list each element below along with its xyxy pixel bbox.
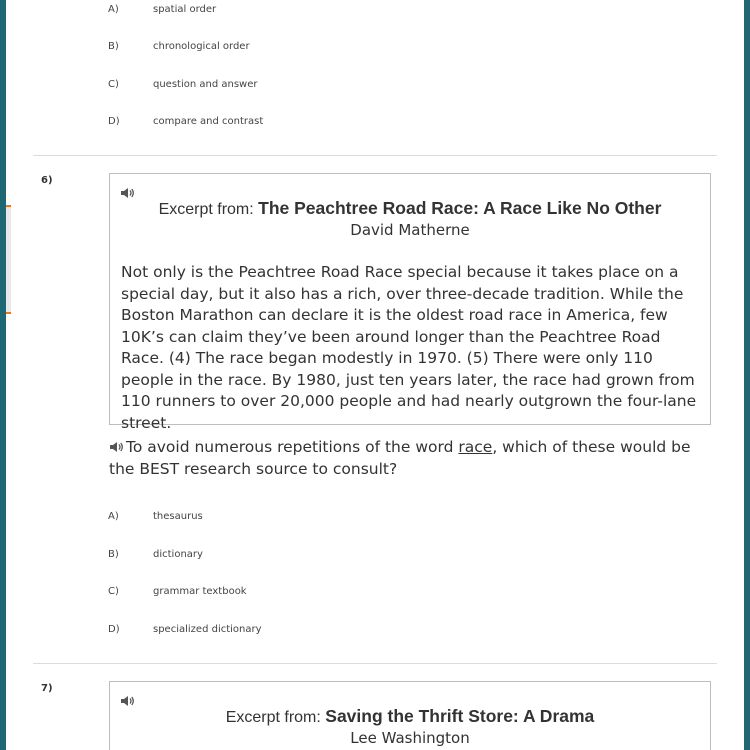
excerpt-box bbox=[109, 173, 711, 432]
choice-letter: D) bbox=[108, 116, 120, 127]
excerpt-author: David Matherne bbox=[350, 221, 470, 239]
excerpt-heading bbox=[110, 706, 710, 727]
excerpt-title: Saving the Thrift Store: A Drama bbox=[325, 706, 595, 726]
excerpt-passage: Not only is the Peachtree Road Race special because it takes place on a special day, but it also has a rich, over three-decade tradition. While the Boston Marathon can declare it is the oldest road race in America, few 10K’s can claim they’ve been around longer than the Peachtree Road Race. (4) The race began modestly in 1970. (5) There were only 110 people in the race. By 1980, just ten years later, the race had grown from 110 runners to over 20,000 people and had nearly outgrown the four-lane street. bbox=[121, 263, 697, 432]
choice-letter: D) bbox=[108, 624, 120, 635]
question-number: 6) bbox=[41, 175, 53, 186]
choice-text: chronological order bbox=[153, 41, 250, 52]
choice-text: compare and contrast bbox=[153, 116, 264, 127]
choice-text: grammar textbook bbox=[153, 586, 247, 597]
question-prompt bbox=[109, 437, 709, 480]
choice-letter: C) bbox=[108, 586, 119, 597]
choice-letter: A) bbox=[108, 511, 119, 522]
excerpt-prefix: Excerpt from: bbox=[158, 201, 259, 218]
excerpt-prefix: Excerpt from: bbox=[225, 709, 326, 726]
prompt-text-start: To avoid numerous repetitions of the word bbox=[126, 438, 459, 456]
choice-text: thesaurus bbox=[153, 511, 203, 522]
question-number: 7) bbox=[41, 683, 53, 694]
page bbox=[6, 0, 744, 750]
choice-letter: C) bbox=[108, 79, 119, 90]
choice-text: specialized dictionary bbox=[153, 624, 262, 635]
choice-letter: B) bbox=[108, 41, 119, 52]
excerpt-box bbox=[109, 681, 711, 750]
choice-text: spatial order bbox=[153, 4, 217, 15]
choice-text: dictionary bbox=[153, 549, 203, 560]
excerpt-author: Lee Washington bbox=[350, 729, 470, 747]
excerpt-title: The Peachtree Road Race: A Race Like No Other bbox=[258, 198, 662, 218]
prompt-text-end: , which of these would be the BEST research source to consult? bbox=[109, 438, 691, 478]
choice-letter: B) bbox=[108, 549, 119, 560]
question-divider bbox=[33, 155, 717, 156]
question-divider bbox=[33, 663, 717, 664]
choice-text: question and answer bbox=[153, 79, 258, 90]
excerpt-heading bbox=[110, 198, 710, 219]
side-tab[interactable] bbox=[6, 205, 11, 314]
choice-letter: A) bbox=[108, 4, 119, 15]
speaker-icon[interactable] bbox=[109, 438, 124, 460]
prompt-keyword: race bbox=[458, 438, 493, 456]
